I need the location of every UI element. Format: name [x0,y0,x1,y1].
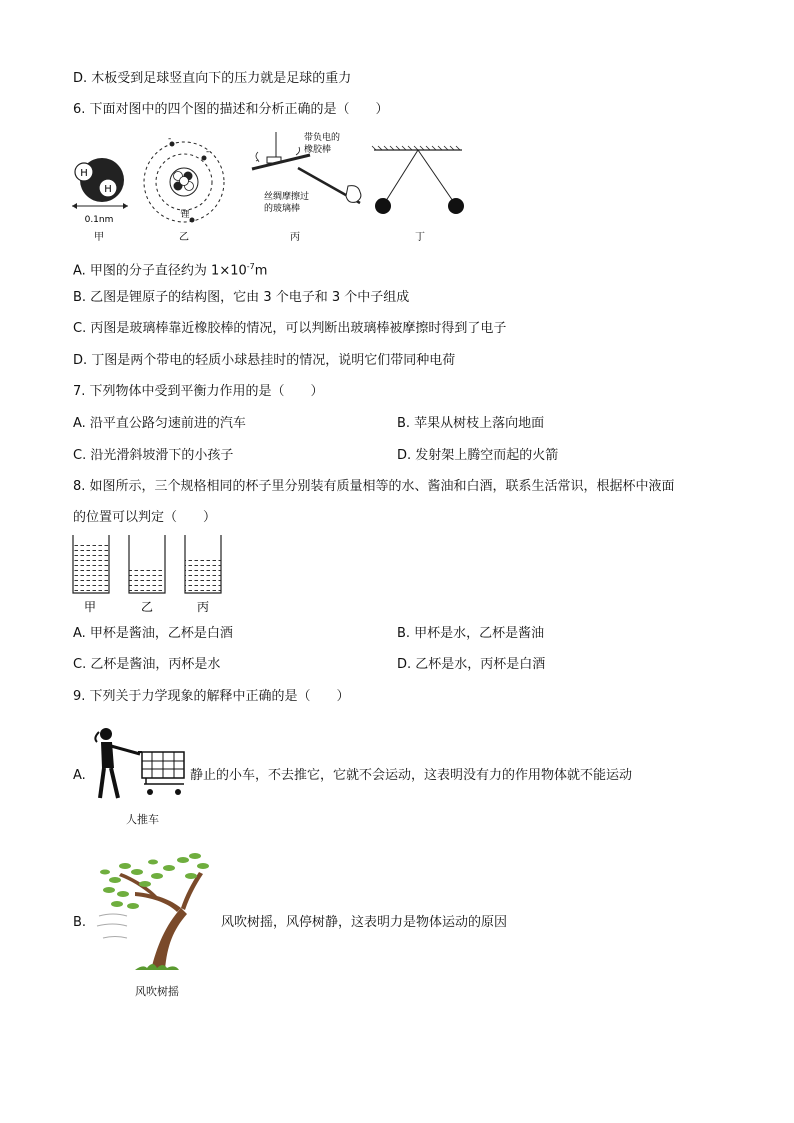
glass-rod-label-2: 的玻璃棒 [264,204,301,214]
q9-stem: 9. 下列关于力学现象的解释中正确的是（ ） [73,689,350,704]
glass-rod-label-1: 丝绸摩擦过 [264,192,310,202]
q8-stem-line1: 8. 如图所示，三个规格相同的杯子里分别装有质量相等的水、酱油和白酒，联系生活常识，根据杯中液面 [73,479,675,494]
q9-option-b-text: 风吹树摇，风停树静，这表明力是物体运动的原因 [221,915,508,930]
q6-stem: 6. 下面对图中的四个图的描述和分析正确的是（ ） [73,102,389,117]
hydrogen-label-2: H [104,184,112,195]
svg-text:甲: 甲 [83,600,97,614]
q9-option-a-caption: 人推车 [126,813,159,826]
q6-option-c: C. 丙图是玻璃棒靠近橡胶棒的情况，可以判断出玻璃棒被摩擦时得到了电子 [73,321,507,336]
neg-rod-label-2: 橡胶棒 [304,145,332,155]
scale-label: 0.1nm [84,215,114,225]
cup-bing [185,535,221,614]
cup-yi [129,535,165,614]
q6-option-a: A. 甲图的分子直径约为 $1\times 10^{-7}m$ [73,262,268,279]
electron-minus-2: - [206,147,210,157]
q8-option-b: B. 甲杯是水，乙杯是酱油 [397,626,545,641]
caption-yi: 乙 [179,232,189,243]
q9-option-a-text: 静止的小车，不去推它，它就不会运动，这表明没有力的作用物体就不能运动 [190,768,633,783]
person-pushing-cart-icon [94,724,190,804]
q8-option-a: A. 甲杯是酱油，乙杯是白酒 [73,626,233,641]
cup-jia [73,535,109,614]
hanging-balls-figure [372,146,464,243]
q8-option-d: D. 乙杯是水，丙杯是白酒 [397,657,546,672]
svg-text:丙: 丙 [196,600,210,614]
q7-option-a: A. 沿平直公路匀速前进的汽车 [73,416,246,431]
q5-option-d: D. 木板受到足球竖直向下的压力就是足球的重力 [73,71,352,86]
windblown-tree-icon [95,846,221,976]
caption-bing: 丙 [290,232,300,243]
lithium-atom-figure [144,134,224,243]
neg-rod-label-1: 带负电的 [304,133,341,143]
water-molecule-figure [72,158,128,243]
q7-option-c: C. 沿光滑斜坡滑下的小孩子 [73,448,234,463]
q9-option-b-caption: 风吹树摇 [135,985,179,998]
q7-option-b: B. 苹果从树枝上落向地面 [397,416,545,431]
q6-option-d: D. 丁图是两个带电的轻质小球悬挂时的情况，说明它们带同种电荷 [73,353,456,368]
q9-option-b-label: B. [73,915,87,930]
electron-minus-1: - [168,134,172,144]
q8-option-c: C. 乙杯是酱油，丙杯是水 [73,657,221,672]
caption-ding: 丁 [415,232,425,243]
caption-jia: 甲 [94,232,104,243]
q7-stem: 7. 下列物体中受到平衡力作用的是（ ） [73,384,324,399]
q8-cups-figure [68,533,228,615]
lithium-label: 锂 [180,210,190,220]
q9-option-a-label: A. [73,768,86,783]
svg-text:乙: 乙 [140,600,154,614]
q7-option-d: D. 发射架上腾空而起的火箭 [397,448,559,463]
q6-option-b: B. 乙图是锂原子的结构图，它由 3 个电子和 3 个中子组成 [73,290,410,305]
hydrogen-label-1: H [80,168,88,179]
rods-figure [252,131,361,243]
q6-figure-panel [60,128,480,246]
q8-stem-line2: 的位置可以判定（ ） [73,510,217,525]
